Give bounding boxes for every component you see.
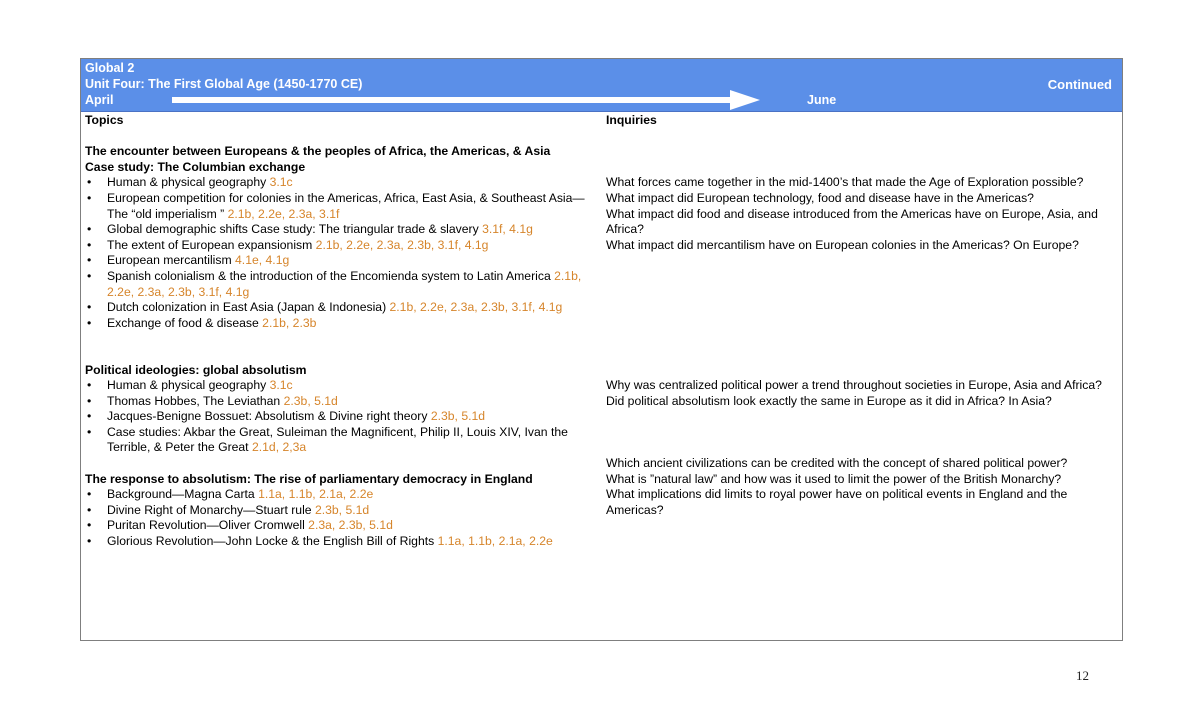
standard-reference: 2.3b, 5.1d (283, 393, 338, 408)
inquiries-column (606, 113, 1116, 519)
topic-item (85, 269, 595, 300)
topic-text: Thomas Hobbes, The Leviathan (107, 393, 284, 408)
inquiries-heading: Inquiries (606, 113, 657, 127)
topic-text: Human & physical geography (107, 378, 270, 393)
topic-item (85, 316, 595, 332)
topic-text: Global demographic shifts Case study: The triangular trade & slavery (107, 222, 483, 237)
inquiry-question: What is ”natural law” and how was it used to limit the power of the British Monarchy? (606, 471, 1062, 486)
inquiry-question: Did political absolutism look exactly the same in Europe as it did in Africa? In Asia? (606, 393, 1052, 408)
topic-item (85, 487, 595, 503)
inquiry-question: What impact did European technology, food and disease have in the Americas? (606, 190, 1034, 205)
unit-title: Unit Four: The First Global Age (1450-1770 CE) (85, 77, 363, 91)
topic-text: Puritan Revolution—Oliver Cromwell (107, 518, 309, 533)
inquiry-group (606, 456, 1116, 518)
topic-text: Glorious Revolution—John Locke & the English Bill of Rights (107, 534, 438, 549)
standard-reference: 2.1b, 2.2e, 2.3a, 2.3b, 3.1f, 4.1g (389, 300, 563, 315)
topics-heading: Topics (85, 113, 124, 127)
topic-list (85, 175, 595, 331)
topic-item (85, 175, 595, 191)
topic-item (85, 534, 595, 550)
topic-text: Divine Right of Monarchy—Stuart rule (107, 502, 315, 517)
course-title: Global 2 (85, 61, 135, 75)
topic-list (85, 487, 595, 549)
standard-reference: 2.3a, 2.3b, 5.1d (308, 518, 393, 533)
topic-text: Dutch colonization in East Asia (Japan & Indonesia) (107, 300, 390, 315)
unit-header (81, 59, 1122, 112)
standard-reference: 1.1a, 1.1b, 2.1a, 2.2e (437, 534, 553, 549)
section-title: The encounter between Europeans & the peoples of Africa, the Americas, & Asia (85, 144, 551, 159)
topic-item (85, 518, 595, 534)
inquiry-question: Which ancient civilizations can be credited with the concept of shared political power? (606, 456, 1068, 471)
standard-reference: 2.3b, 5.1d (430, 409, 486, 424)
standard-reference: 2.1b, 2.2e, 2.3a, 2.3b, 3.1f, 4.1g (107, 268, 582, 299)
topic-text: European mercantilism (107, 253, 236, 268)
timeline-arrow-icon (172, 90, 760, 112)
topic-text: Case studies: Akbar the Great, Suleiman the Magnificent, Philip II, Louis XIV, Ivan the Terrible, & Peter the Great (107, 424, 568, 455)
inquiry-question: What impact did food and disease introduced from the Americas have on Europe, Asia, and Africa? (606, 206, 1098, 237)
section-subtitle: Case study: The Columbian exchange (85, 159, 306, 174)
standard-reference: 2.1b, 2.2e, 2.3a, 3.1f (227, 206, 340, 221)
topic-item (85, 425, 595, 456)
topic-item (85, 378, 595, 394)
standard-reference: 3.1f, 4.1g (482, 222, 533, 237)
topic-text: Spanish colonialism & the introduction of the Encomienda system to Latin America (107, 268, 555, 283)
start-month: April (85, 93, 114, 107)
topic-item (85, 238, 595, 254)
unit-table (80, 58, 1123, 641)
topic-text: Exchange of food & disease (107, 315, 263, 330)
standard-reference: 2.1d, 2,3a (251, 440, 307, 455)
topic-text: Jacques-Benigne Bossuet: Absolutism & Divine right theory (107, 409, 431, 424)
standard-reference: 4.1e, 4.1g (235, 253, 290, 268)
topic-text: Background—Magna Carta (107, 487, 259, 502)
standard-reference: 1.1a, 1.1b, 2.1a, 2.2e (258, 487, 374, 502)
topic-item (85, 253, 595, 269)
topic-item (85, 222, 595, 238)
topic-item (85, 191, 595, 222)
inquiry-question: What forces came together in the mid-1400’s that made the Age of Exploration possible? (606, 175, 1084, 190)
topic-list (85, 378, 595, 456)
topics-column (85, 113, 595, 550)
inquiry-group (606, 378, 1116, 409)
topic-item (85, 300, 595, 316)
standard-reference: 3.1c (269, 175, 293, 190)
inquiry-question: Why was centralized political power a trend throughout societies in Europe, Asia and Africa? (606, 378, 1102, 393)
continued-label: Continued (1047, 77, 1112, 92)
standard-reference: 2.1b, 2.3b (262, 315, 317, 330)
page-number: 12 (1076, 668, 1089, 683)
topic-item (85, 409, 595, 425)
inquiry-group (606, 175, 1116, 253)
topic-text: Human & physical geography (107, 175, 270, 190)
topic-text: The extent of European expansionism (107, 237, 316, 252)
end-month: June (807, 93, 837, 107)
standard-reference: 2.1b, 2.2e, 2.3a, 2.3b, 3.1f, 4.1g (315, 237, 489, 252)
inquiry-question: What impact did mercantilism have on European colonies in the Americas? On Europe? (606, 237, 1079, 252)
inquiry-question: What implications did limits to royal power have on political events in England and the Americas? (606, 487, 1068, 517)
topic-item (85, 503, 595, 519)
topic-text: European competition for colonies in the Americas, Africa, East Asia, & Southeast Asia—The “old imperialism ” (107, 190, 585, 221)
standard-reference: 2.3b, 5.1d (314, 502, 370, 517)
standard-reference: 3.1c (269, 378, 293, 393)
section-title: Political ideologies: global absolutism (85, 362, 307, 377)
topic-item (85, 394, 595, 410)
section-title: The response to absolutism: The rise of parliamentary democracy in England (85, 471, 533, 486)
